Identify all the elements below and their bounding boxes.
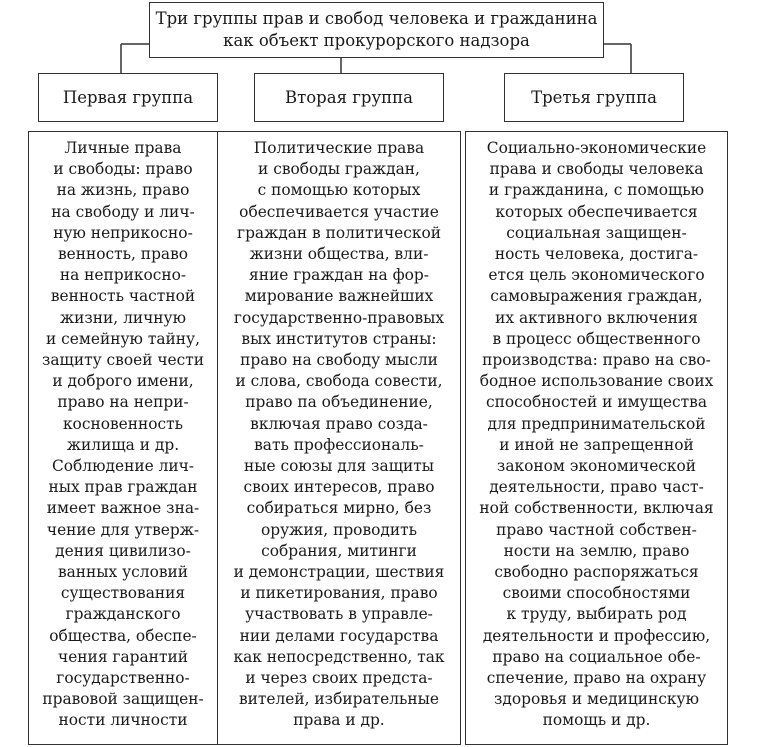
column-text-line: государственно- [56,669,190,688]
column-text-line: деятельности и профессию, [482,626,711,645]
column-text-line: и слова, свобода совести, [235,372,443,391]
column-text-line: включая право созда- [250,414,428,433]
column-text-line: участвовать в управле- [245,605,433,624]
column-text-line: защиту своей чести [41,351,205,370]
column-text-line: которых обеспечивается [495,202,698,221]
column-text-line: и семейную тайну, [46,329,200,348]
column-text-line: к труду, выбирать род [506,605,687,624]
column-text-line: ные союзы для защиты [243,457,435,476]
diagram-title-line-2: как объект прокурорского надзора [223,31,530,50]
column-text-line: существования [60,584,186,603]
column-text-line: общества, обеспе- [49,626,197,645]
column-text-line: Социально-экономические [486,139,707,157]
column-text-line: помощь и др. [542,711,651,730]
diagram-title-line-1: Три группы прав и свобод человека и гражданина [155,9,598,28]
column-text-line: право на свободу мысли [240,351,438,370]
column-text-line: ную неприкосно- [53,223,193,242]
group-box-third: Третья группа [504,73,684,122]
column-text-line: и пикетирования, право [240,584,438,603]
column-text-line: собираться мирно, без [246,499,432,518]
column-socioeconomic-rights [465,131,728,745]
column-text-line: своими способностями [502,584,691,603]
column-text-line: и свободы граждан, [258,160,420,179]
column-text-line: права и др. [293,711,385,730]
column-text-line: Соблюдение лич- [52,457,194,476]
column-text-line: для предпринимательской [487,414,706,433]
column-text-line: их активного включения [495,308,698,327]
column-text-line: ности на землю, право [503,541,690,560]
column-text-line: с помощью которых [257,181,421,200]
column-text-line: способностей и имущества [485,393,708,412]
column-text-line: вителей, избирательные [238,690,440,709]
column-text-line: правовой защищен- [42,690,204,709]
column-text-line: свободно распоряжаться [494,563,699,582]
column-text-line: и гражданина, с помощью [488,181,705,200]
column-text-line: Личные права [64,139,182,157]
column-text-line: чения гарантий [58,647,188,666]
column-text-line: и свободы: право [53,160,193,179]
column-personal-rights [28,131,218,745]
column-text-line: венность частной [50,287,196,306]
column-text-line: как непосредственно, так [233,647,445,666]
column-text-line: на неприкосно- [59,266,187,285]
column-text-line: социальная защищен- [506,223,687,242]
column-text-line: жилища и др. [66,435,180,454]
column-text-line: спечение, право на охрану [486,669,707,688]
column-text-line: производства: право на сво- [482,351,711,370]
column-text-line: ных прав граждан [48,478,198,497]
column-text-line: право на непри- [57,393,189,412]
group-box-first: Первая группа [38,73,218,122]
column-text-line: Политические права [253,139,425,157]
column-text-line: своих интересов, право [243,478,435,497]
column-text-line: здоровья и медицинскую [494,690,699,709]
column-text-line: и доброго имени, [52,372,194,391]
column-text-line: гражданского [65,605,181,624]
column-text-line: право на социальное обе- [492,647,701,666]
column-text-line: имеет важное зна- [46,499,200,518]
column-text-line: граждан в политической [237,223,441,242]
column-text-line: право частной собствен- [496,520,697,539]
group-box-second: Вторая группа [254,73,444,122]
column-text-line: нии делами государства [239,626,439,645]
column-text-line: ной собственности, включая [479,499,714,518]
column-text-line: жизни, личную [59,308,187,327]
column-text-line: бодное использование своих [479,372,714,391]
column-text-line: жизни общества, вли- [249,245,429,264]
column-text-line: вых институтов страны: [241,329,437,348]
column-political-rights [217,131,461,745]
column-text-line: чение для утверж- [46,520,200,539]
column-text-line: яние граждан на фор- [249,266,429,285]
column-text-line: оружия, проводить [260,520,418,539]
column-text-line: и иной не запрещенной [499,435,694,454]
column-text-line: и через своих предста- [245,669,433,688]
column-text-line: на свободу и лич- [51,202,195,221]
column-text-line: венность, право [57,245,189,264]
column-text-line: ность человека, достига- [494,245,699,264]
column-text-line: на жизнь, право [56,181,190,200]
column-text-line: ется цель экономического [488,266,705,285]
column-text-line: самовыражения граждан, [490,287,703,306]
column-text-line: законом экономической [496,457,697,476]
column-text-line: государственно-правовых [233,308,445,327]
column-text-line: собрания, митинги [261,541,417,560]
column-text-line: обеспечивается участие [239,202,439,221]
diagram-title-box [149,2,604,58]
column-text-line: право па объединение, [245,393,433,412]
column-text-line: ванных условий [57,563,189,582]
column-text-line: косновенность [62,414,184,433]
column-text-line: мирование важнейших [244,287,434,306]
column-text-line: в процесс общественного [492,329,701,348]
column-text-line: ности личности [58,711,188,730]
column-text-line: права и свободы человека [489,160,704,179]
column-text-line: и демонстрации, шествия [233,563,445,582]
column-text-line: деятельности, право част- [489,478,704,497]
column-text-line: дения цивилизо- [55,541,191,560]
column-text-line: вать профессиональ- [254,435,424,454]
